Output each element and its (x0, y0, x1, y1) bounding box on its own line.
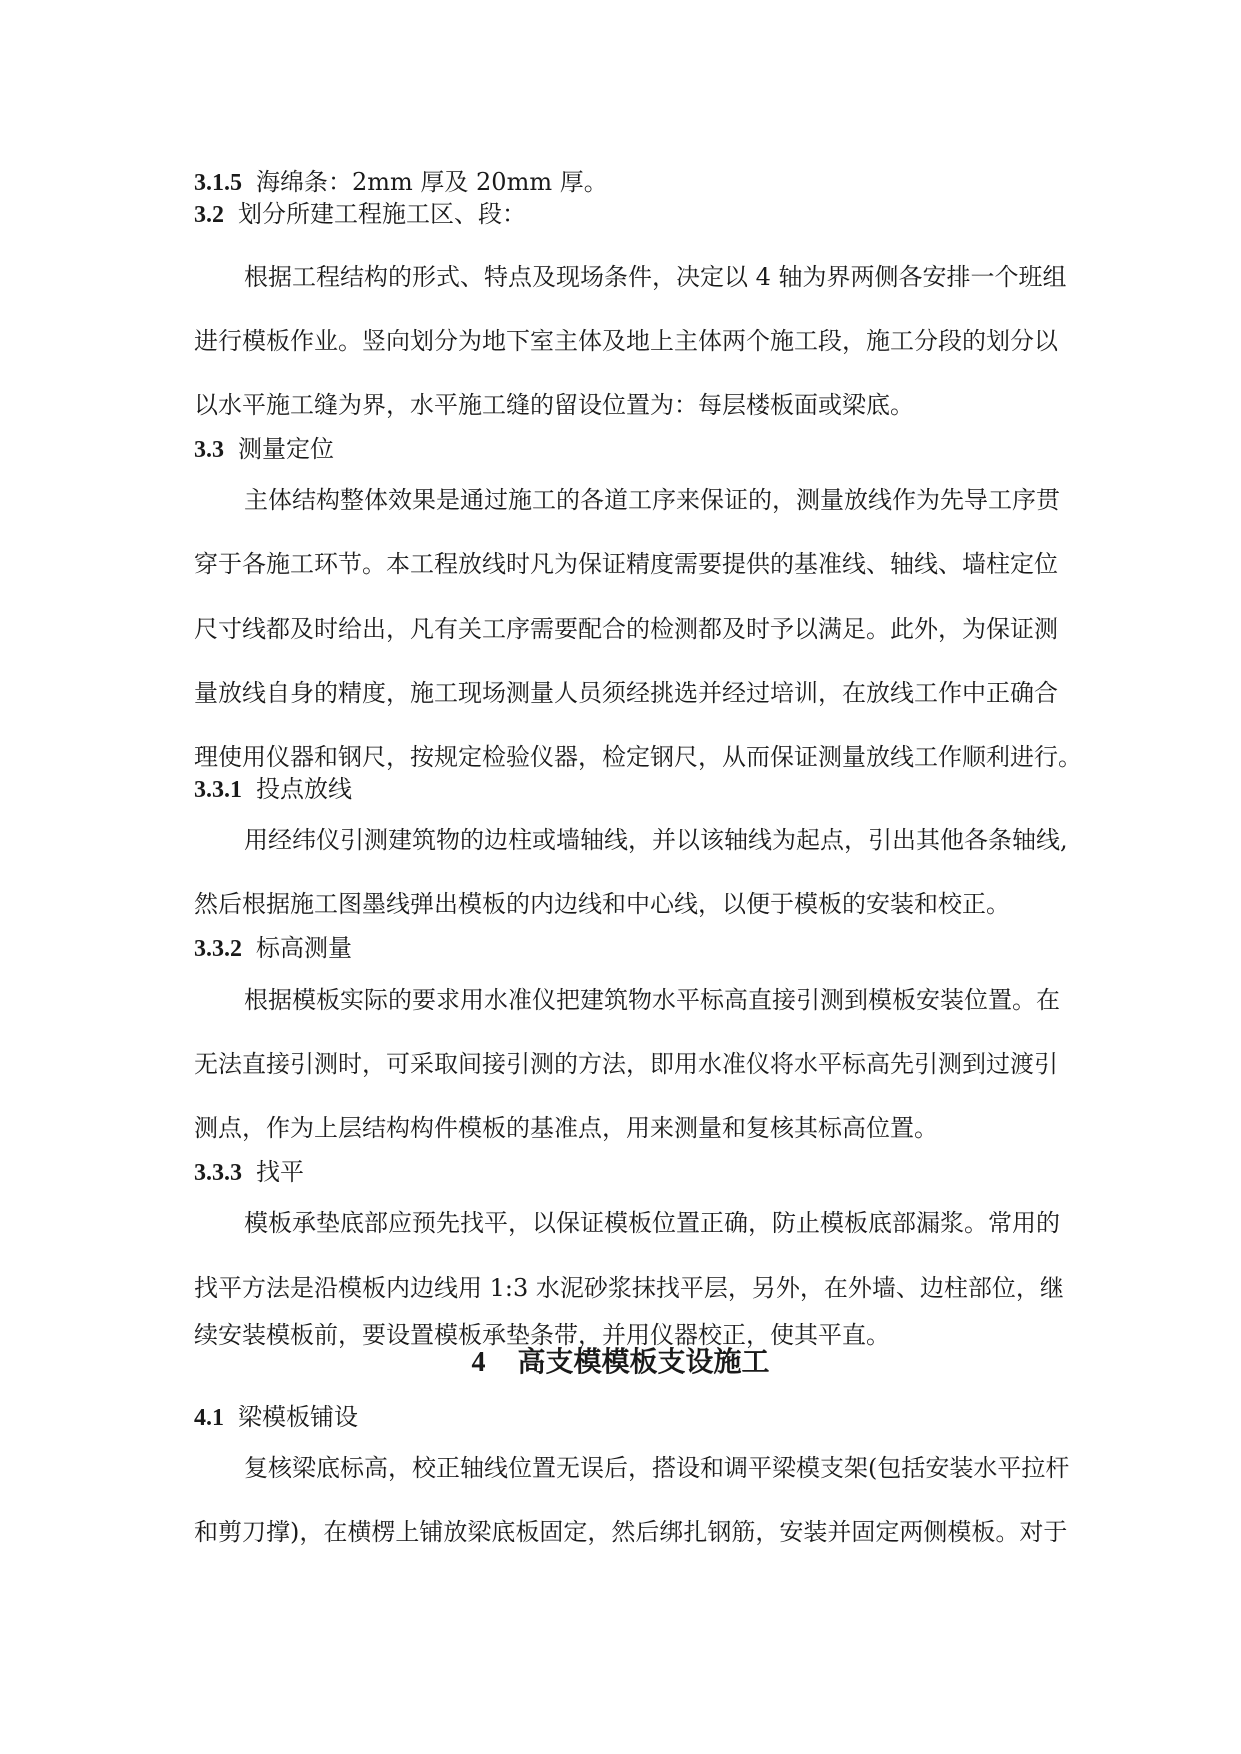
section-number: 3.2 (194, 202, 224, 228)
section-number: 3.3.1 (194, 777, 242, 803)
section-heading-3-3-1 (194, 774, 352, 805)
section-number: 4.1 (194, 1405, 224, 1431)
paragraph-line: 理使用仪器和钢尺，按规定检验仪器，检定钢尺，从而保证测量放线工作顺利进行。 (194, 743, 1082, 771)
paragraph-line: 续安装模板前，要设置模板承垫条带，并用仪器校正，使其平直。 (194, 1321, 890, 1349)
chapter-heading (0, 1345, 1241, 1380)
chapter-number: 4 (471, 1347, 486, 1378)
paragraph-line: 根据模板实际的要求用水准仪把建筑物水平标高直接引测到模板安装位置。在 (244, 986, 1060, 1014)
paragraph-line: 根据工程结构的形式、特点及现场条件，决定以 4 轴为界两侧各安排一个班组 (244, 263, 1067, 291)
section-number: 3.3 (194, 437, 224, 463)
paragraph-line: 主体结构整体效果是通过施工的各道工序来保证的，测量放线作为先导工序贯 (244, 486, 1060, 514)
paragraph-line: 量放线自身的精度，施工现场测量人员须经挑选并经过培训，在放线工作中正确合 (194, 679, 1058, 707)
section-title: 海绵条：2mm 厚及 20mm 厚。 (256, 168, 608, 196)
section-title: 划分所建工程施工区、段： (238, 200, 526, 228)
section-title: 梁模板铺设 (238, 1403, 358, 1431)
section-heading-3-2 (194, 199, 526, 230)
paragraph-line: 测点，作为上层结构构件模板的基准点，用来测量和复核其标高位置。 (194, 1114, 938, 1142)
section-title: 投点放线 (256, 775, 352, 803)
paragraph-line: 进行模板作业。竖向划分为地下室主体及地上主体两个施工段，施工分段的划分以 (194, 327, 1058, 355)
chapter-title: 高支模模板支设施工 (517, 1345, 770, 1378)
paragraph-line: 找平方法是沿模板内边线用 1:3 水泥砂浆抹找平层，另外，在外墙、边柱部位，继 (194, 1274, 1064, 1302)
section-heading-3-3 (194, 434, 334, 465)
section-heading-4-1 (194, 1402, 358, 1433)
paragraph-line: 和剪刀撑)，在横楞上铺放梁底板固定，然后绑扎钢筋，安装并固定两侧模板。对于 (194, 1518, 1068, 1546)
section-number: 3.1.5 (194, 170, 242, 196)
paragraph-line: 用经纬仪引测建筑物的边柱或墙轴线，并以该轴线为起点，引出其他各条轴线, (244, 826, 1068, 854)
section-number: 3.3.2 (194, 936, 242, 962)
paragraph-line: 以水平施工缝为界，水平施工缝的留设位置为：每层楼板面或梁底。 (194, 391, 914, 419)
section-heading-3-3-3 (194, 1157, 304, 1188)
section-heading-3-1-5 (194, 167, 608, 198)
section-number: 3.3.3 (194, 1160, 242, 1186)
paragraph-line: 然后根据施工图墨线弹出模板的内边线和中心线，以便于模板的安装和校正。 (194, 890, 1010, 918)
paragraph-line: 复核梁底标高，校正轴线位置无误后，搭设和调平梁模支架(包括安装水平拉杆 (244, 1454, 1070, 1482)
section-heading-3-3-2 (194, 933, 352, 964)
paragraph-line: 穿于各施工环节。本工程放线时凡为保证精度需要提供的基准线、轴线、墙柱定位 (194, 550, 1058, 578)
section-title: 找平 (256, 1158, 304, 1186)
paragraph-line: 模板承垫底部应预先找平，以保证模板位置正确，防止模板底部漏浆。常用的 (244, 1209, 1060, 1237)
paragraph-line: 无法直接引测时，可采取间接引测的方法，即用水准仪将水平标高先引测到过渡引 (194, 1050, 1058, 1078)
section-title: 标高测量 (256, 934, 352, 962)
paragraph-line: 尺寸线都及时给出，凡有关工序需要配合的检测都及时予以满足。此外，为保证测 (194, 615, 1058, 643)
section-title: 测量定位 (238, 435, 334, 463)
